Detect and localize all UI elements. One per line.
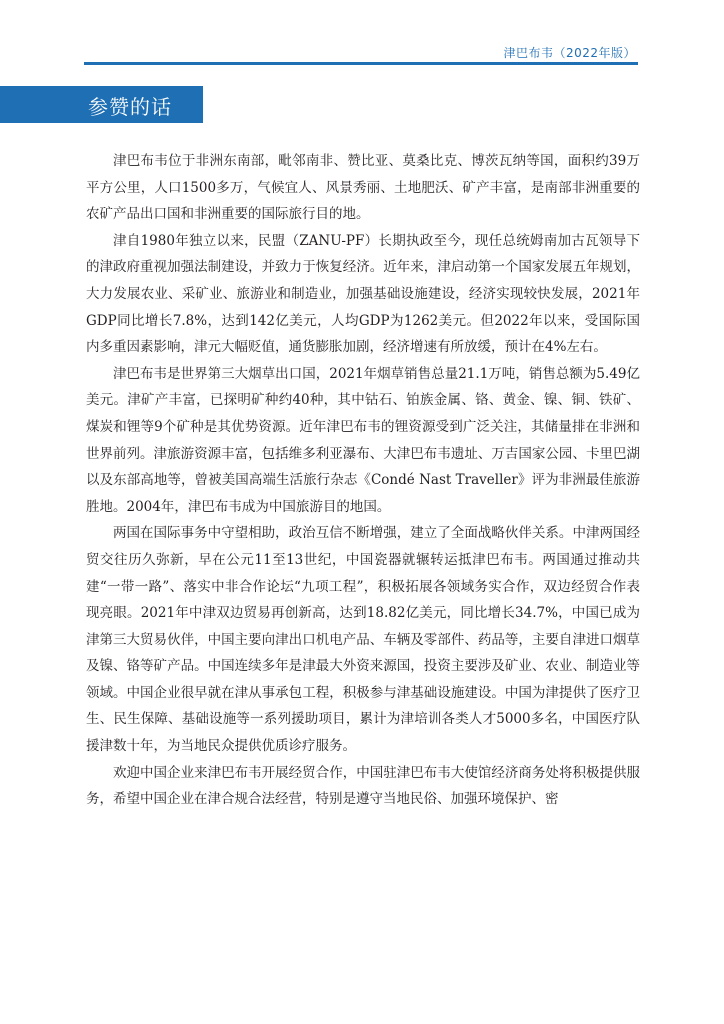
paragraph: 欢迎中国企业来津巴布韦开展经贸合作，中国驻津巴布韦大使馆经济商务处将积极提供服务，希望中国企业在津合规合法经营，特别是遵守当地民俗、加强环境保护、密 [86, 764, 640, 808]
paragraph: 津巴布韦是世界第三大烟草出口国，2021年烟草销售总量21.1万吨，销售总额为5.49亿美元。津矿产丰富，已探明矿种约40种，其中钴石、铂族金属、铬、黄金、镍、铜、铁矿、煤炭和锂等9个矿种是其优势资源。近年津巴布韦的锂资源受到广泛关注，其储量排在非洲和世界前列。津旅游资源丰富，包括维多利亚瀑布、大津巴布韦遗址、万吉国家公园、卡里巴湖以及东部高地等，曾被美国高端生活旅行杂志《Condé Nast Traveller》评为非洲最佳旅游胜地。2004年，津巴布韦成为中国旅游目的地国。 [86, 365, 640, 515]
paragraph: 津巴布韦位于非洲东南部，毗邻南非、赞比亚、莫桑比克、博茨瓦纳等国，面积约39万平方公里，人口1500多万，气候宜人、风景秀丽、土地肥沃、矿产丰富，是南部非洲重要的农矿产品出口国和非洲重要的国际旅行目的地。 [86, 153, 640, 223]
section-title: 参赞的话 [88, 95, 172, 119]
paragraph: 津自1980年独立以来，民盟（ZANU-PF）长期执政至今，现任总统姆南加古瓦领导下的津政府重视加强法制建设，并致力于恢复经济。近年来，津启动第一个国家发展五年规划，大力发展农业、采矿业、旅游业和制造业，加强基础设施建设，经济实现较快发展，2021年GDP同比增长7.8%，达到142亿美元，人均GDP为1262美元。但2022年以来，受国际国内多重因素影响，津元大幅贬值，通货膨胀加剧，经济增速有所放缓，预计在4%左右。 [86, 232, 640, 356]
header-divider [84, 62, 638, 65]
section-title-banner [0, 86, 203, 123]
body-text [86, 148, 640, 813]
running-header-title: 津巴布韦（2022年版） [503, 46, 636, 60]
paragraph: 两国在国际事务中守望相助，政治互信不断增强，建立了全面战略伙伴关系。中津两国经贸交往历久弥新，早在公元11至13世纪，中国瓷器就辗转运抵津巴布韦。两国通过推动共建“一带一路”、落实中非合作论坛“九项工程”，积极拓展各领域务实合作，双边经贸合作表现亮眼。2021年中津双边贸易再创新高，达到18.82亿美元，同比增长34.7%，中国已成为津第三大贸易伙伴，中国主要向津出口机电产品、车辆及零部件、药品等，主要自津进口烟草及镍、铬等矿产品。中国连续多年是津最大外资来源国，投资主要涉及矿业、农业、制造业等领域。中国企业很早就在津从事承包工程，积极参与津基础设施建设。中国为津提供了医疗卫生、民生保障、基础设施等一系列援助项目，累计为津培训各类人才5000多名，中国医疗队援津数十年，为当地民众提供优质诊疗服务。 [86, 525, 640, 755]
